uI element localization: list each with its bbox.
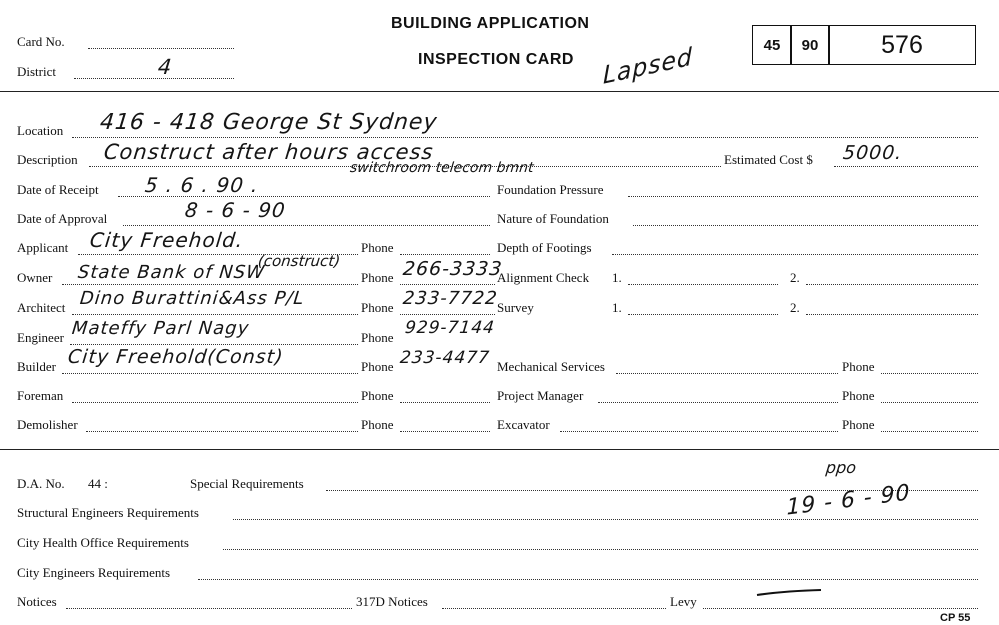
ref-box-1-value: 45 [763,36,781,54]
notices-label: Notices [17,594,57,609]
footer-divider [0,449,999,450]
date-approval-label: Date of Approval [17,211,108,226]
engineer-phone-value: 929-7144 [403,318,496,338]
ppo-note: ppo [825,458,858,477]
ref-box-2 [790,25,830,65]
applicant-value: City Freehold. [88,228,245,252]
form-subtitle: INSPECTION CARD [418,51,574,68]
date-receipt-value: 5 . 6 . 90 . [143,173,261,197]
da-value: 44 : [88,476,108,491]
pm-phone-label: Phone [842,388,875,403]
engineer-phone-label: Phone [361,330,394,345]
form-code: CP 55 [940,612,971,624]
levy-label: Levy [670,594,697,609]
description-value-2: switchroom telecom bmnt [349,160,535,176]
foreman-phone-label: Phone [361,388,394,403]
notices-317d-label: 317D Notices [356,594,428,609]
survey-num-1: 1. [612,300,622,315]
ref-box-3-value: 576 [881,30,923,59]
project-manager-label: Project Manager [497,388,584,403]
applicant-phone-label: Phone [361,240,394,255]
owner-phone-label: Phone [361,270,394,285]
date-receipt-label: Date of Receipt [17,182,99,197]
date-approval-value: 8 - 6 - 90 [183,198,288,222]
health-label: City Health Office Requirements [17,535,189,550]
estimated-cost-value: 5000. [841,142,904,164]
architect-phone-value: 233-7722 [401,288,499,309]
structural-label: Structural Engineers Requirements [17,505,199,520]
survey-num-2: 2. [790,300,800,315]
builder-phone-value: 233-4477 [398,348,491,368]
excavator-phone-label: Phone [842,417,875,432]
ref-box-3 [828,25,976,65]
city-eng-label: City Engineers Requirements [17,565,171,580]
builder-value: City Freehold(Const) [66,346,285,368]
foreman-label: Foreman [17,388,64,403]
alignment-check-label: Alignment Check [497,270,590,285]
survey-label: Survey [497,300,534,315]
nature-foundation-label: Nature of Foundation [497,211,609,226]
district-label: District [17,64,56,79]
engineer-value: Mateffy Parl Nagy [70,318,251,339]
location-value: 416 - 418 George St Sydney [98,110,439,135]
builder-phone-label: Phone [361,359,394,374]
architect-phone-label: Phone [361,300,394,315]
builder-label: Builder [17,359,56,374]
district-value: 4 [156,55,174,79]
description-value: Construct after hours access [102,140,435,164]
owner-value: State Bank of NSW [76,262,267,283]
card-no-line [88,48,234,49]
depth-footings-label: Depth of Footings [497,240,592,255]
owner-phone-value: 266-3333 [401,258,504,280]
ref-box-1 [752,25,792,65]
alignment-num-1: 1. [612,270,622,285]
demolisher-phone-label: Phone [361,417,394,432]
district-line [74,78,234,79]
card-no-label: Card No. [17,34,65,49]
lapsed-annotation: Lapsed [603,42,693,90]
ref-box-2-value: 90 [801,36,819,54]
owner-label: Owner [17,270,53,285]
excavator-label: Excavator [497,417,550,432]
alignment-num-2: 2. [790,270,800,285]
location-label: Location [17,123,64,138]
estimated-cost-label: Estimated Cost $ [724,152,813,167]
header-divider [0,91,999,92]
form-title: BUILDING APPLICATION [391,15,590,32]
applicant-label: Applicant [17,240,69,255]
engineer-label: Engineer [17,330,64,345]
da-label: D.A. No. [17,476,65,491]
ppo-date: 19 - 6 - 90 [786,480,911,521]
mechanical-phone-label: Phone [842,359,875,374]
special-req-label: Special Requirements [190,476,304,491]
demolisher-label: Demolisher [17,417,78,432]
architect-value: Dino Burattini&Ass P/L [78,288,306,309]
description-label: Description [17,152,78,167]
applicant-value-2: (construct) [257,252,342,270]
levy-dash-mark [755,586,825,600]
foundation-pressure-label: Foundation Pressure [497,182,604,197]
mechanical-label: Mechanical Services [497,359,605,374]
architect-label: Architect [17,300,66,315]
